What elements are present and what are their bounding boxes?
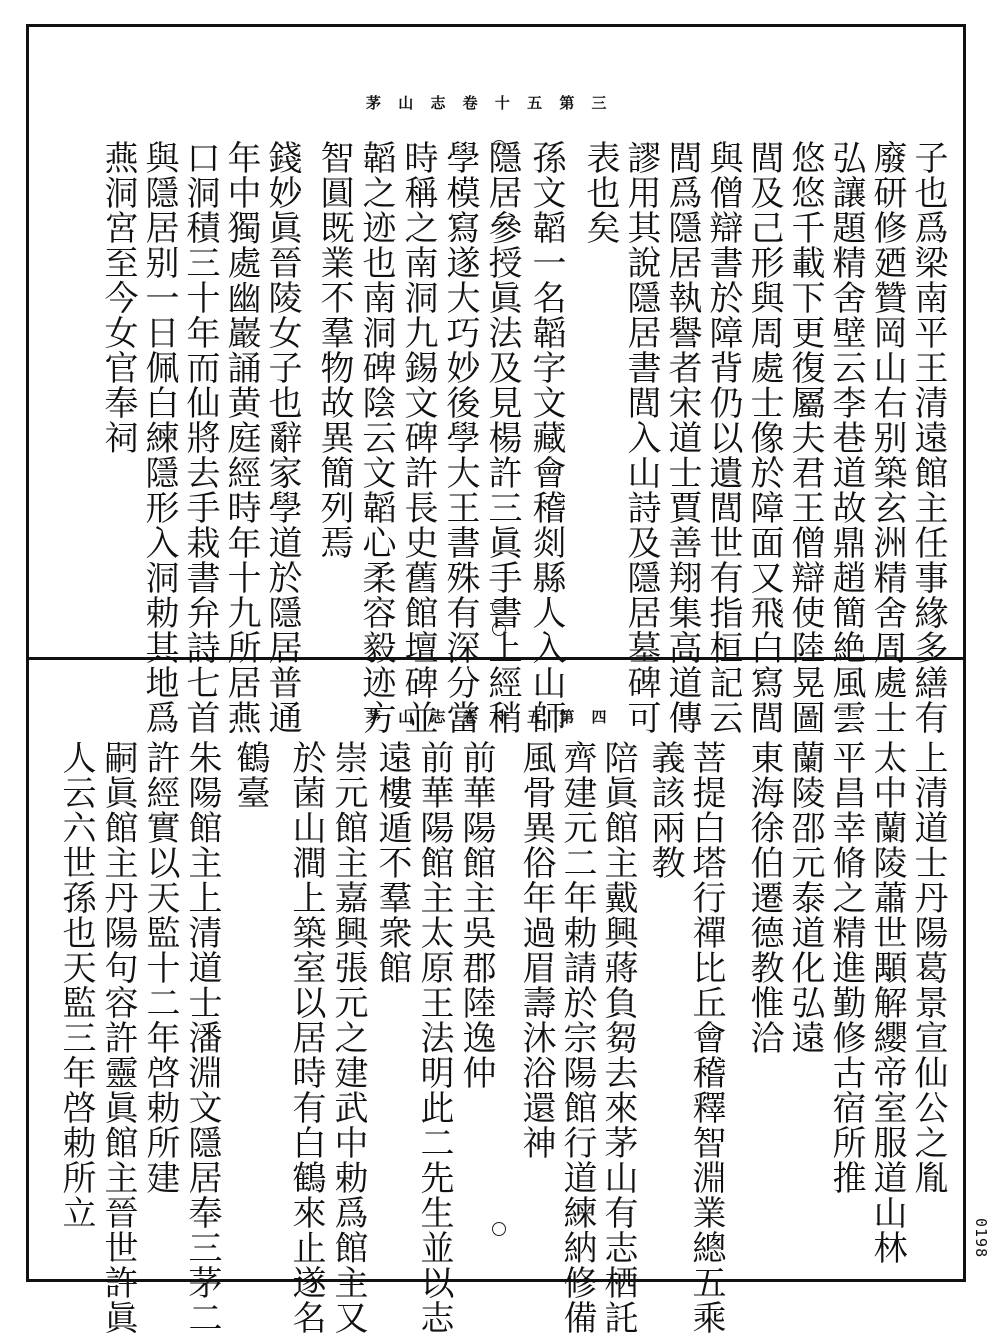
upper-column-5: 閭及己形與周處士像於障面又飛白寫閭 — [744, 140, 784, 735]
upper-column-16: 錢妙眞晉陵女子也辭家學道於隱居普通 — [262, 140, 302, 735]
lower-column-11: 前華陽館主吳郡陸逸仲 — [456, 740, 496, 1090]
upper-running-head: 茅 山 志 卷 十 五 第 三 — [366, 94, 613, 112]
lower-column-18: 許經實以天監十二年啓勅所建 — [140, 740, 180, 1195]
upper-column-3: 弘讓題精舍壁云李巷道故鼎趙簡絶風雲 — [826, 140, 866, 735]
upper-column-11: 隱居參授眞法及見楊許三眞手書上經稍 — [482, 140, 522, 735]
page-number: 0198 — [972, 1218, 990, 1259]
lower-column-14: 崇元館主嘉興張元之建武中勅爲館主又 — [328, 740, 368, 1335]
upper-column-4: 悠悠千載下更復屬夫君王僧辯使陸晃圖 — [785, 140, 825, 735]
lower-column-15: 於菌山澗上築室以居時有白鶴來止遂名 — [286, 740, 326, 1335]
upper-column-20: 燕洞宮至今女官奉祠 — [98, 140, 138, 455]
upper-column-13: 時稱之南洞九錫文碑許長史舊館壇碑並 — [398, 140, 438, 735]
lower-column-7: 義該兩教 — [645, 740, 685, 880]
lower-column-10: 風骨異俗年過眉壽沐浴還神 — [516, 740, 556, 1160]
upper-column-6: 與僧辯書於障背仍以遺閭世有指桓記云 — [703, 140, 743, 735]
upper-column-9: 表也矣 — [580, 140, 620, 245]
upper-column-2: 廢研修廼贊岡山右别築玄洲精舍周處士 — [867, 140, 907, 735]
lower-column-12: 前華陽館主太原王法明此二先生並以志 — [414, 740, 454, 1335]
upper-column-17: 年中獨處幽巖誦黄庭經時年十九所居燕 — [221, 140, 261, 735]
lower-running-head: 茅 山 志 卷 十 五 第 四 — [366, 708, 613, 726]
upper-column-10: 孫文韜一名韜字文藏會稽剡縣人入山師 — [526, 140, 566, 735]
lower-column-16: 鶴臺 — [230, 740, 270, 810]
upper-column-8: 謬用其說隱居書閭入山詩及隱居墓碑可 — [621, 140, 661, 735]
section-circle-mark — [492, 140, 506, 154]
upper-column-1: 子也爲梁南平王清遠館主任事緣多繕有 — [908, 140, 948, 735]
lower-column-17: 朱陽館主上清道士潘淵文隱居奉三茅二 — [182, 740, 222, 1335]
lower-column-13: 遠樓遁不羣衆館 — [372, 740, 412, 985]
lower-column-9: 齊建元二年勅請於宗陽館行道練納修備 — [557, 740, 597, 1335]
upper-column-14: 韜之迹也南洞碑陰云文韜心柔容毅迹方 — [356, 140, 396, 735]
lower-column-1: 上清道士丹陽葛景宣仙公之胤 — [908, 740, 948, 1195]
upper-column-15: 智圓既業不羣物故異簡列焉 — [314, 140, 354, 560]
section-circle-mark — [492, 622, 506, 636]
lower-column-3: 平昌幸脩之精進勤修古宿所推 — [826, 740, 866, 1195]
lower-column-19: 嗣眞館主丹陽句容許靈眞館主晉世許眞 — [98, 740, 138, 1335]
lower-column-6: 菩提白塔行禪比丘會稽釋智淵業總五乘 — [686, 740, 726, 1335]
section-circle-mark — [492, 1222, 506, 1236]
lower-column-20: 人云六世孫也天監三年啓勅所立 — [56, 740, 96, 1230]
upper-column-12: 學模寫遂大巧妙後學大王書殊有深分當 — [440, 140, 480, 735]
section-circle-mark — [492, 600, 506, 614]
lower-column-2: 太中蘭陵蕭世顒解纓帝室服道山林 — [867, 740, 907, 1265]
upper-column-18: 口洞積三十年而仙將去手栽書弁詩七首 — [180, 140, 220, 735]
lower-column-8: 陪眞館主戴興蔣負芻去來茅山有志栖託 — [598, 740, 638, 1335]
lower-column-5: 東海徐伯遷德教惟洽 — [744, 740, 784, 1055]
upper-column-7: 閭爲隱居執譽者宋道士賈善翔集高道傳 — [662, 140, 702, 735]
upper-column-19: 與隱居别一日佩白練隱形入洞勅其地爲 — [139, 140, 179, 735]
lower-column-4: 蘭陵邵元泰道化弘遠 — [785, 740, 825, 1055]
